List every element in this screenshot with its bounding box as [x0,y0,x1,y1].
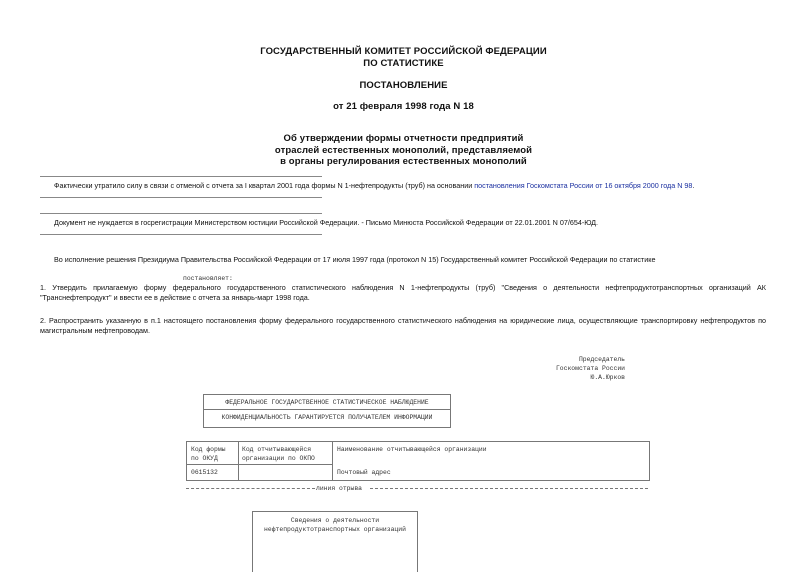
codes-table-col-divider-1 [238,442,239,480]
form-title-line-1: Сведения о деятельности [290,517,380,524]
committee-title [0,46,807,69]
void-decree-link[interactable]: постановления Госкомстата России от 16 октября 2000 года N 98 [474,181,693,190]
postal-address-label: Почтовый адрес [337,469,391,476]
codes-table-row-divider [187,464,332,465]
signature-block [480,355,625,382]
cut-line-left [186,488,315,489]
org-name-header: Наименование отчитывающейся организации [337,446,487,453]
intro-paragraph: Во исполнение решения Президиума Правительства Российской Федерации от 17 июля 1997 года (протокол N 15) Государственный комитет Российской Федерации по статистике [54,255,656,264]
signature-name: Ю.А.Юрков [590,374,625,381]
form-title-line-2: нефтепродуктотранспортных организаций [264,526,406,533]
notice-rule-top [40,176,322,177]
item-1: 1. Утвердить прилагаемую форму федерального государственного статистического наблюдения N 1-нефтепродукты (труб) "Сведения о деятельности нефтепродуктотранспортных организаций АК "Транснефтепродукт" и ввести ее в действие с отчета за январь-март 1998 года. [40,283,766,302]
okpo-header-line-2: организации по ОКПО [242,455,315,462]
form-banner-divider [204,409,450,410]
okud-header-line-2: по ОКУД [191,455,218,462]
registration-rule-bottom [40,234,322,235]
registration-rule-top [40,213,322,214]
okud-header-line-1: Код формы [191,446,226,453]
committee-line-1: ГОСУДАРСТВЕННЫЙ КОМИТЕТ РОССИЙСКОЙ ФЕДЕРАЦИИ [260,46,547,57]
cut-line-label: линия отрыва [316,485,363,492]
signature-title-2: Госкомстата России [555,365,625,372]
void-end: . [692,181,695,190]
subject-line-3: в органы регулирования естественных монополий [280,156,527,167]
form-banner-line-2: КОНФИДЕНЦИАЛЬНОСТЬ ГАРАНТИРУЕТСЯ ПОЛУЧАТЕЛЕМ ИНФОРМАЦИИ [221,414,433,421]
okpo-header-line-1: Код отчитывающейся [242,446,312,453]
codes-table [186,441,650,481]
committee-line-2: ПО СТАТИСТИКЕ [363,58,444,69]
okud-header [191,445,226,463]
decree-word: постановляет: [183,275,233,282]
void-notice [54,181,774,191]
okpo-header [242,445,315,463]
form-banner [203,394,451,428]
notice-rule-bottom [40,197,322,198]
doc-subject [0,133,807,168]
subject-line-1: Об утверждении формы отчетности предприятий [283,133,524,144]
form-title-box [252,511,418,572]
subject-line-2: отраслей естественных монополий, представляемой [274,144,533,156]
form-banner-line-1: ФЕДЕРАЛЬНОЕ ГОСУДАРСТВЕННОЕ СТАТИСТИЧЕСКОЕ НАБЛЮДЕНИЕ [225,399,429,406]
okud-code-value: 0615132 [191,469,218,476]
form-title [253,516,417,534]
codes-table-col-divider-2 [332,442,333,480]
item-2: 2. Распространить указанную в п.1 настоящего постановления форму федерального государственного статистического наблюдения на юридические лица, осуществляющие транспортировку нефтепродуктов по магистральным нефтепроводам. [40,316,766,335]
doc-date: от 21 февраля 1998 года N 18 [333,101,474,112]
cut-line-right [370,488,648,489]
doc-type: ПОСТАНОВЛЕНИЕ [359,80,448,91]
registration-notice: Документ не нуждается в госрегистрации Министерством юстиции Российской Федерации. - Письмо Минюста Российской Федерации от 22.01.2001 N 07/654-ЮД. [54,218,599,227]
signature-title-1: Председатель [578,356,625,363]
void-text: Фактически утратило силу в связи с отменой с отчета за I квартал 2001 года формы N 1-нефтепродукты (труб) на основании [54,181,475,190]
